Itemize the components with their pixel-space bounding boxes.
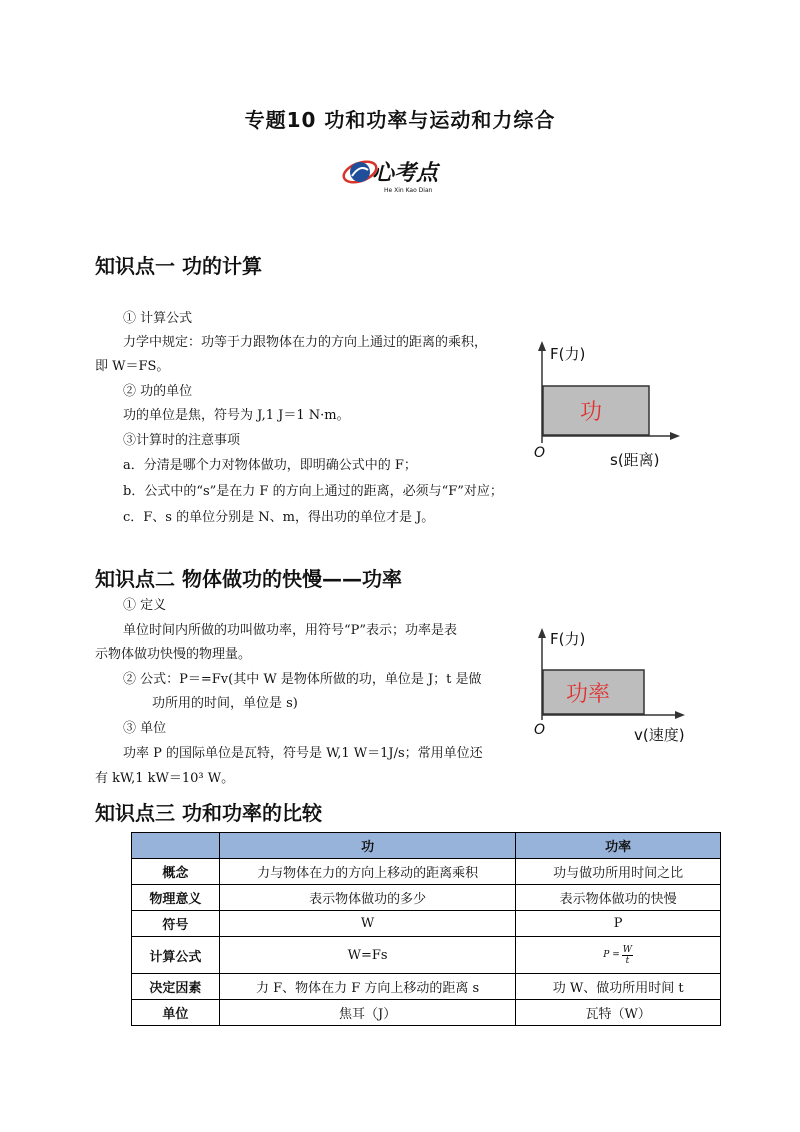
s2-line: ② 公式：P＝=Fv(其中 W 是物体所做的功，单位是 J；t 是做 — [123, 672, 482, 687]
s1-line: ① 计算公式 — [123, 311, 193, 326]
table-row — [132, 937, 721, 974]
row-label: 物理意义 — [132, 885, 220, 911]
s1-line: a．分清是哪个力对物体做功，即明确公式中的 F； — [123, 458, 417, 473]
work-cell: 表示物体做功的多少 — [219, 885, 515, 911]
power-cell: 功与做功所用时间之比 — [516, 859, 721, 885]
work-cell: 焦耳（J） — [219, 1000, 515, 1026]
s2-line: ③ 单位 — [123, 721, 167, 736]
diagram1-origin: O — [534, 445, 546, 461]
diagram2-area-label: 功率 — [566, 682, 611, 707]
diagram1-area-label: 功 — [580, 400, 603, 425]
table-row — [132, 885, 721, 911]
s1-line: b．公式中的“s”是在力 F 的方向上通过的距离，必须与“F”对应； — [123, 484, 503, 499]
power-cell: 表示物体做功的快慢 — [516, 885, 721, 911]
row-label: 概念 — [132, 859, 220, 885]
s2-line: 功率 P 的国际单位是瓦特，符号是 W,1 W＝1J/s；常用单位还 — [123, 746, 483, 761]
logo-subtext: He Xin Kao Dian — [384, 187, 433, 194]
work-cell: 力与物体在力的方向上移动的距离乘积 — [219, 859, 515, 885]
row-label: 计算公式 — [132, 937, 220, 974]
row-label: 单位 — [132, 1000, 220, 1026]
diagram2-origin: O — [534, 722, 546, 738]
work-cell: W — [219, 911, 515, 937]
header-work: 功 — [219, 833, 515, 859]
power-cell: P — [516, 911, 721, 937]
s1-line: ③计算时的注意事项 — [123, 433, 241, 448]
power-cell: 功 W、做功所用时间 t — [516, 974, 721, 1000]
header-power: 功率 — [516, 833, 721, 859]
s2-line: 有 kW,1 kW＝10³ W。 — [95, 771, 235, 786]
logo-text: 心考点 — [372, 160, 439, 186]
brand-logo — [340, 150, 460, 196]
s2-line: ① 定义 — [123, 598, 167, 613]
s1-line: 力学中规定：功等于力跟物体在力的方向上通过的距离的乘积， — [123, 335, 488, 350]
diagram2-x-label: v(速度) — [634, 726, 685, 744]
comparison-table — [131, 832, 721, 1026]
table-row — [132, 859, 721, 885]
header-blank — [132, 833, 220, 859]
power-cell — [516, 937, 721, 974]
table-row — [132, 1000, 721, 1026]
section3-heading: 知识点三 功和功率的比较 — [95, 801, 322, 825]
s2-line: 单位时间内所做的功叫做功率，用符号“P”表示；功率是表 — [123, 623, 458, 638]
row-label: 决定因素 — [132, 974, 220, 1000]
power-cell: 瓦特（W） — [516, 1000, 721, 1026]
s1-line: 功的单位是焦，符号为 J,1 J＝1 N·m。 — [123, 408, 350, 423]
row-label: 符号 — [132, 911, 220, 937]
formula-denominator: t — [625, 955, 630, 966]
table-row — [132, 911, 721, 937]
formula-numerator: W — [622, 944, 633, 955]
section2-heading: 知识点二 物体做功的快慢——功率 — [95, 567, 402, 591]
work-cell: W=Fs — [219, 937, 515, 974]
section1-heading: 知识点一 功的计算 — [95, 254, 262, 278]
diagram1-y-label: F(力) — [550, 345, 586, 363]
table-header-row — [132, 833, 721, 859]
s2-line: 示物体做功快慢的物理量。 — [95, 647, 252, 662]
diagram1-x-label: s(距离) — [610, 451, 660, 469]
formula-lhs: P = — [603, 950, 620, 960]
s1-line: ② 功的单位 — [123, 384, 193, 399]
table-row — [132, 974, 721, 1000]
s2-line: 功所用的时间，单位是 s) — [152, 696, 298, 711]
diagram2-y-label: F(力) — [550, 630, 586, 648]
work-diagram — [528, 335, 688, 479]
page-title: 专题10 功和功率与运动和力综合 — [244, 108, 556, 132]
work-cell: 力 F、物体在力 F 方向上移动的距离 s — [219, 974, 515, 1000]
power-formula — [603, 945, 633, 966]
s1-line: c．F、s 的单位分别是 N、m，得出功的单位才是 J。 — [123, 510, 435, 525]
s1-line: 即 W＝FS。 — [95, 359, 170, 374]
power-diagram — [528, 622, 698, 756]
